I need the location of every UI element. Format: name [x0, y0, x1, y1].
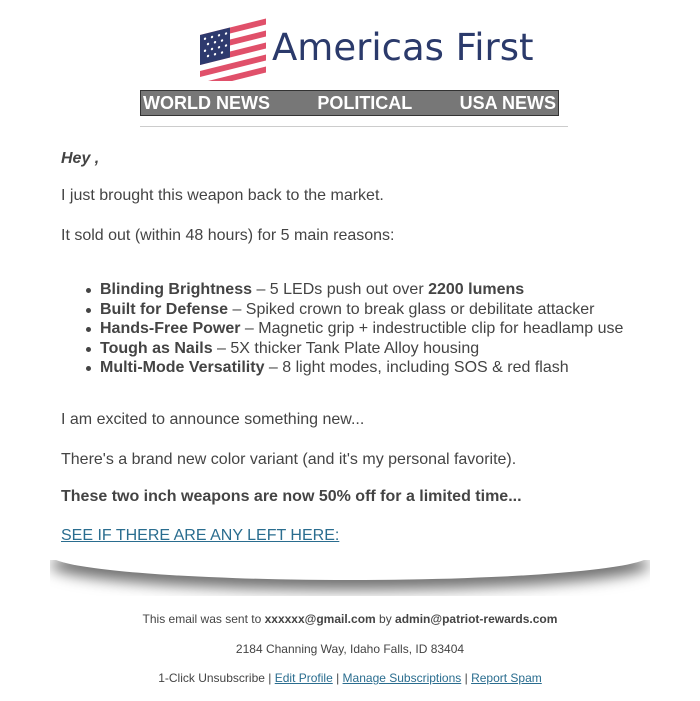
separator: | — [332, 671, 343, 685]
footer-links — [0, 671, 700, 685]
american-flag-logo-icon — [200, 15, 268, 81]
nav-bar — [140, 90, 559, 116]
separator: | — [461, 671, 472, 685]
manage-subscriptions-link[interactable]: Manage Subscriptions — [342, 671, 462, 685]
list-item — [100, 280, 680, 300]
postal-address: 2184 Channing Way, Idaho Falls, ID 83404 — [235, 642, 465, 656]
list-item — [100, 319, 680, 339]
cta-link[interactable]: SEE IF THERE ARE ANY LEFT HERE: — [61, 527, 340, 544]
sent-by: by — [375, 612, 396, 626]
list-item — [100, 339, 680, 359]
reason-title: Tough as Nails — [100, 339, 213, 357]
reason-text: – 5 LEDs push out over — [252, 281, 429, 298]
brand-name: Americas First — [272, 26, 534, 69]
intro-text: I just brought this weapon back to the market. — [61, 187, 384, 204]
reason-title: Hands-Free Power — [100, 320, 241, 337]
list-item — [100, 358, 680, 378]
variant-text: There's a brand new color variant (and it's my personal favorite). — [61, 451, 517, 468]
nav-world-news[interactable]: WORLD NEWS — [143, 92, 270, 113]
edit-profile-link[interactable]: Edit Profile — [274, 671, 333, 685]
divider — [140, 126, 568, 127]
recipient-email: xxxxxx@gmail.com — [264, 612, 376, 626]
sender-email: admin@patriot-rewards.com — [395, 612, 558, 626]
reason-text: – Magnetic grip + indestructible clip for headlamp use — [240, 320, 624, 337]
sent-prefix: This email was sent to — [142, 612, 265, 626]
greeting: Hey , — [61, 150, 100, 167]
shadow-divider — [50, 560, 650, 596]
nav-political[interactable]: POLITICAL — [317, 92, 413, 113]
reason-title: Blinding Brightness — [100, 281, 252, 298]
report-spam-link[interactable]: Report Spam — [471, 671, 542, 685]
list-item — [100, 300, 680, 320]
announce-text: I am excited to announce something new... — [61, 411, 365, 428]
sent-to-line — [0, 612, 700, 626]
offer-text: These two inch weapons are now 50% off for a limited time... — [61, 488, 522, 505]
reason-title: Multi-Mode Versatility — [100, 359, 265, 376]
reasons-intro: It sold out (within 48 hours) for 5 main reasons: — [61, 227, 395, 244]
reason-text: – 8 light modes, including SOS & red flash — [264, 359, 569, 376]
reasons-list — [100, 280, 680, 378]
separator: | — [264, 671, 275, 685]
reason-text: – 5X thicker Tank Plate Alloy housing — [212, 339, 480, 357]
reason-text: – Spiked crown to break glass or debilitate attacker — [228, 300, 595, 318]
unsubscribe-text: 1-Click Unsubscribe — [158, 671, 265, 685]
reason-highlight: 2200 lumens — [428, 281, 525, 298]
reason-title: Built for Defense — [100, 300, 229, 318]
nav-usa-news[interactable]: USA NEWS — [459, 92, 556, 113]
header — [0, 12, 700, 82]
